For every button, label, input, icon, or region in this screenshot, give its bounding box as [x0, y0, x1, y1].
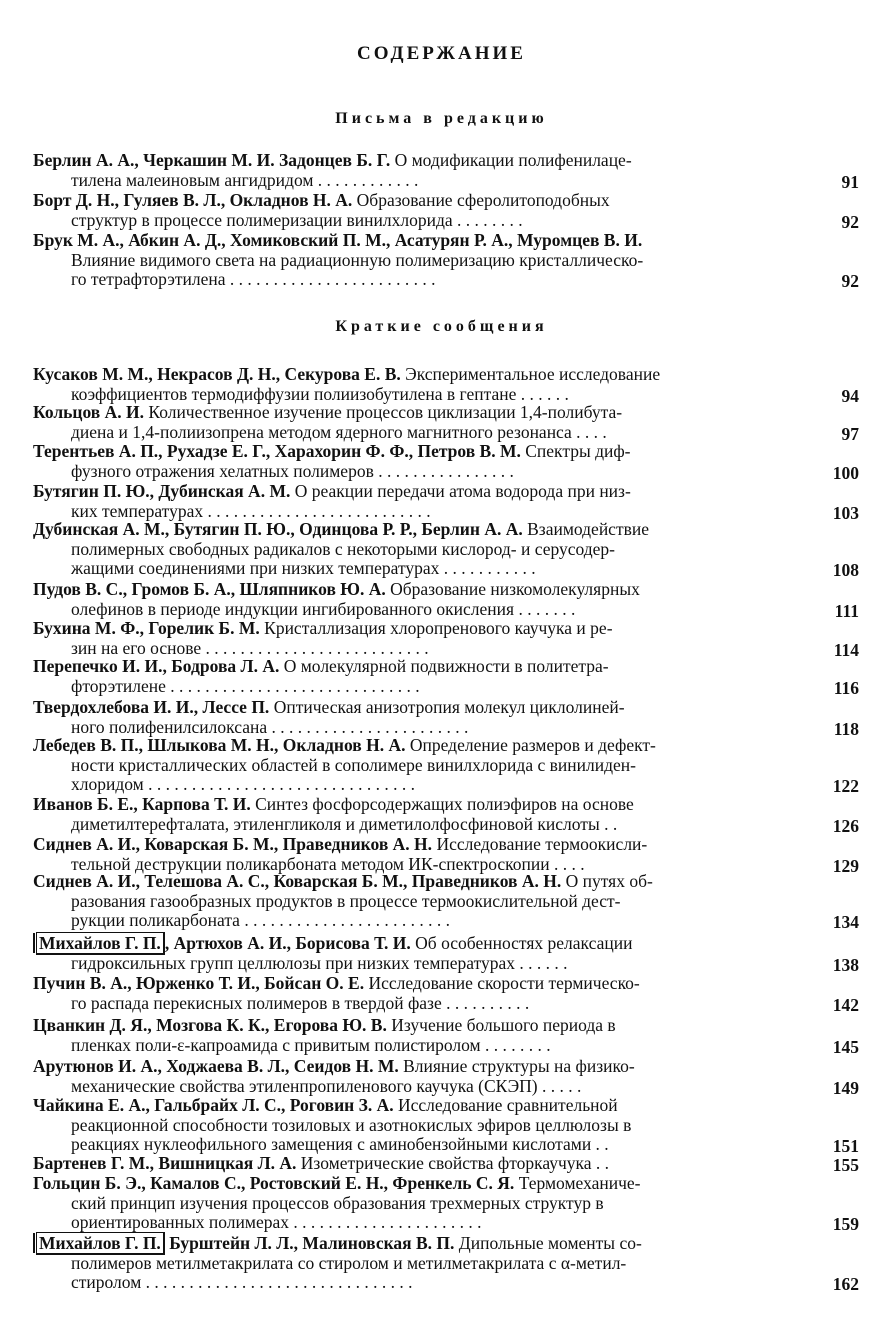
entry-title-text: Исследование сравнительной — [393, 1095, 618, 1115]
entry-title-text: зин на его основе . . . . . . . . . . . . . . . . . . . . . . . . . . — [71, 637, 429, 658]
page-number: 94 — [841, 385, 859, 406]
entry-authors: Бутягин П. Ю., Дубинская А. М. — [33, 481, 291, 501]
entry-title-text: Определение размеров и дефект- — [405, 735, 656, 755]
entry-first-line — [33, 933, 632, 953]
page-number: 114 — [833, 639, 859, 660]
page-number: 142 — [832, 994, 859, 1015]
entry-title-text: го тетрафторэтилена . . . . . . . . . . . . . . . . . . . . . . . . — [71, 269, 436, 290]
entry-title-text: Изучение большого периода в — [386, 1015, 616, 1035]
page-number: 108 — [832, 560, 859, 581]
entry-authors: Цванкин Д. Я., Мозгова К. К., Егорова Ю. В. — [33, 1015, 387, 1035]
page-number: 126 — [832, 815, 859, 836]
entry-first-line — [33, 1153, 609, 1173]
entry-authors: Бартенев Г. М., Вишницкая Л. А. — [33, 1153, 297, 1173]
entry-title-text: гидроксильных групп целлюлозы при низких температурах . . . . . . — [71, 952, 568, 973]
page-title: СОДЕРЖАНИЕ — [357, 43, 526, 64]
entry-title-text: жащими соединениями при низких температурах . . . . . . . . . . . — [71, 558, 536, 579]
entry-first-line — [33, 150, 632, 170]
page-number: 97 — [841, 423, 859, 444]
entry-first-line — [33, 794, 634, 814]
entry-authors: Твердохлебова И. И., Лессе П. — [33, 697, 270, 717]
entry-title-text: Спектры диф- — [520, 441, 631, 461]
entry-authors: Арутюнов И. А., Ходжаева В. Л., Сеидов Н. М. — [33, 1056, 399, 1076]
entry-title-text: разования газообразных продуктов в процессе термоокислительной дест- — [71, 890, 621, 911]
entry-title-text: О модификации полифенилаце- — [390, 150, 632, 170]
entry-first-line — [33, 697, 625, 717]
page-number: 118 — [833, 718, 859, 739]
entry-title-text: Исследование скорости термическо- — [364, 973, 640, 993]
entry-first-line — [33, 230, 642, 250]
entry-title-text: Дипольные моменты со- — [454, 1233, 642, 1253]
entry-first-line — [33, 190, 610, 210]
entry-authors: Перепечко И. И., Бодрова Л. А. — [33, 656, 280, 676]
page-number: 149 — [832, 1077, 859, 1098]
page-number: 155 — [832, 1155, 859, 1175]
entry-title-text: Взаимодействие — [522, 519, 649, 539]
entry-first-line — [33, 1173, 640, 1193]
entry-title-text: олефинов в периоде индукции ингибированного окисления . . . . . . . — [71, 598, 576, 619]
section-heading: Краткие сообщения — [335, 318, 548, 335]
entry-title-text: диметилтерефталата, этиленгликоля и диметилолфосфиновой кислоты . . — [71, 813, 618, 834]
entry-first-line — [33, 441, 631, 461]
entry-first-line — [33, 364, 660, 384]
entry-title-text: тилена малеиновым ангидридом . . . . . . . . . . . . — [71, 169, 419, 190]
section-heading: Письма в редакцию — [335, 110, 548, 127]
entry-title-text: Оптическая анизотропия молекул циклолиней- — [269, 697, 625, 717]
entry-first-line — [33, 656, 609, 676]
page-number: 91 — [841, 171, 859, 192]
entry-title-text: Количественное изучение процессов циклизации 1,4-полибута- — [144, 402, 623, 422]
entry-first-line — [33, 1056, 635, 1076]
entry-title-text: О путях об- — [561, 871, 653, 891]
entry-authors: , Артюхов А. И., Борисова Т. И. — [164, 933, 411, 953]
entry-title-text: Изометрические свойства фторкаучука . . — [296, 1153, 610, 1173]
entry-first-line — [33, 1015, 616, 1035]
entry-title-text: фторэтилене . . . . . . . . . . . . . . . . . . . . . . . . . . . . . — [71, 675, 420, 696]
page-number: 129 — [832, 855, 859, 876]
entry-authors: Пудов В. С., Громов Б. А., Шляпников Ю. А. — [33, 579, 386, 599]
entry-title-text: Термомеханиче- — [514, 1173, 641, 1193]
entry-authors: Чайкина Е. А., Гальбрайх Л. С., Роговин З. А. — [33, 1095, 394, 1115]
entry-authors: Иванов Б. Е., Карпова Т. И. — [33, 794, 251, 814]
entry-title-text: Влияние структуры на физико- — [398, 1056, 635, 1076]
page-number: 116 — [833, 677, 859, 698]
entry-title-text: ких температурах . . . . . . . . . . . . . . . . . . . . . . . . . . — [71, 500, 431, 521]
page-number: 122 — [832, 776, 859, 797]
entry-authors: Сиднев А. И., Телешова А. С., Коварская Б. М., Праведников А. Н. — [33, 871, 562, 891]
page-number: 138 — [832, 954, 859, 975]
entry-title-text: фузного отражения хелатных полимеров . . . . . . . . . . . . . . . . — [71, 460, 514, 481]
entry-authors: Сиднев А. И., Коварская Б. М., Праведников А. Н. — [33, 834, 433, 854]
entry-authors: Дубинская А. М., Бутягин П. Ю., Одинцова Р. Р., Берлин А. А. — [33, 519, 523, 539]
entry-title-text: ский принцип изучения процессов образования трехмерных структур в — [71, 1192, 604, 1213]
entry-title-text: Кристаллизация хлоропренового каучука и ре- — [259, 618, 613, 638]
entry-title-text: Экспериментальное исследование — [400, 364, 661, 384]
entry-authors: Брук М. А., Абкин А. Д., Хомиковский П. М., Асатурян Р. А., Муромцев В. И. — [33, 230, 643, 250]
page-number: 134 — [832, 912, 859, 933]
entry-first-line — [33, 618, 613, 638]
entry-first-line — [33, 579, 640, 599]
entry-title-text: Образование низкомолекулярных — [385, 579, 640, 599]
entry-title-text: реакционной способности тозиловых и азотнокислых эфиров целлюлозы в — [71, 1114, 632, 1135]
entry-title-text: пленках поли-ε-капроамида с привитым полистиролом . . . . . . . . — [71, 1034, 551, 1055]
entry-title-text: стиролом . . . . . . . . . . . . . . . . . . . . . . . . . . . . . . . — [71, 1272, 413, 1293]
entry-first-line — [33, 973, 640, 993]
page-number: 100 — [832, 462, 859, 483]
entry-title-text: рукции поликарбоната . . . . . . . . . . . . . . . . . . . . . . . . — [71, 910, 450, 931]
page-number: 145 — [832, 1036, 859, 1057]
entry-title-text: реакциях нуклеофильного замещения с аминобензойными кислотами . . — [71, 1134, 609, 1155]
entry-title-text: ного полифенилсилоксана . . . . . . . . . . . . . . . . . . . . . . . — [71, 716, 469, 737]
entry-authors: Терентьев А. П., Рухадзе Е. Г., Харахорин Ф. Ф., Петров В. М. — [33, 441, 521, 461]
entry-first-line — [33, 519, 649, 539]
entry-authors: Кусаков М. М., Некрасов Д. Н., Секурова Е. В. — [33, 364, 401, 384]
entry-first-line — [33, 834, 647, 854]
entry-title-text: диена и 1,4-полиизопрена методом ядерного магнитного резонанса . . . . — [71, 421, 607, 442]
entry-title-text: полимеров метилметакрилата со стиролом и метилметакрилата с α-метил- — [71, 1252, 627, 1273]
entry-first-line — [33, 481, 631, 501]
entry-title-text: Образование сферолитоподобных — [352, 190, 610, 210]
entry-title-text: хлоридом . . . . . . . . . . . . . . . . . . . . . . . . . . . . . . . — [71, 774, 415, 795]
entry-first-line — [33, 402, 622, 422]
entry-first-line — [33, 1095, 618, 1115]
boxed-author-name: Михайлов Г. П. — [36, 932, 165, 955]
page-number: 103 — [832, 502, 859, 523]
entry-first-line — [33, 735, 656, 755]
page-number: 162 — [832, 1274, 859, 1295]
entry-authors: Бурштейн Л. Л., Малиновская В. П. — [164, 1233, 455, 1253]
boxed-author-name: Михайлов Г. П. — [36, 1232, 165, 1255]
entry-authors: Пучин В. А., Юрженко Т. И., Бойсан О. Е. — [33, 973, 365, 993]
entry-title-text: механические свойства этиленпропиленового каучука (СКЭП) . . . . . — [71, 1075, 582, 1096]
entry-authors: Гольцин Б. Э., Камалов С., Ростовский Е. Н., Френкель С. Я. — [33, 1173, 515, 1193]
page-number: 92 — [841, 211, 859, 232]
entry-title-text: полимерных свободных радикалов с некоторыми кислород- и серусодер- — [71, 538, 615, 559]
entry-title-text: структур в процессе полимеризации винилхлорида . . . . . . . . — [71, 209, 523, 230]
entry-title-text: коэффициентов термодиффузии полиизобутилена в гептане . . . . . . — [71, 383, 569, 404]
entry-authors: Бухина М. Ф., Горелик Б. М. — [33, 618, 260, 638]
page-number: 92 — [841, 271, 859, 292]
page-number: 111 — [834, 600, 859, 621]
entry-title-text: О реакции передачи атома водорода при низ- — [290, 481, 631, 501]
entry-title-text: Синтез фосфорсодержащих полиэфиров на основе — [250, 794, 634, 814]
boxed-author — [33, 1233, 165, 1253]
entry-title-text: Влияние видимого света на радиационную полимеризацию кристаллическо- — [71, 249, 644, 270]
entry-title-text: О молекулярной подвижности в политетра- — [279, 656, 609, 676]
entry-title-text: ориентированных полимерах . . . . . . . . . . . . . . . . . . . . . . — [71, 1212, 482, 1233]
entry-authors: Кольцов А. И. — [33, 402, 145, 422]
entry-first-line — [33, 871, 653, 891]
entry-authors: Лебедев В. П., Шлыкова М. Н., Окладнов Н. А. — [33, 735, 406, 755]
entry-title-text: ности кристаллических областей в сополимере винилхлорида с винилиден- — [71, 754, 636, 775]
entry-first-line — [33, 1233, 642, 1253]
boxed-author — [33, 933, 165, 953]
entry-authors: Берлин А. А., Черкашин М. И. Задонцев Б. Г. — [33, 150, 391, 170]
page-number: 159 — [832, 1214, 859, 1235]
entry-title-text: Об особенностях релаксации — [410, 933, 633, 953]
page-number: 151 — [832, 1136, 859, 1157]
entry-title-text: Исследование термоокисли- — [432, 834, 648, 854]
entry-authors: Борт Д. Н., Гуляев В. Л., Окладнов Н. А. — [33, 190, 353, 210]
entry-title-text: тельной деструкции поликарбоната методом ИК-спектроскопии . . . . — [71, 853, 585, 874]
entry-title-text: го распада перекисных полимеров в твердой фазе . . . . . . . . . . — [71, 992, 530, 1013]
